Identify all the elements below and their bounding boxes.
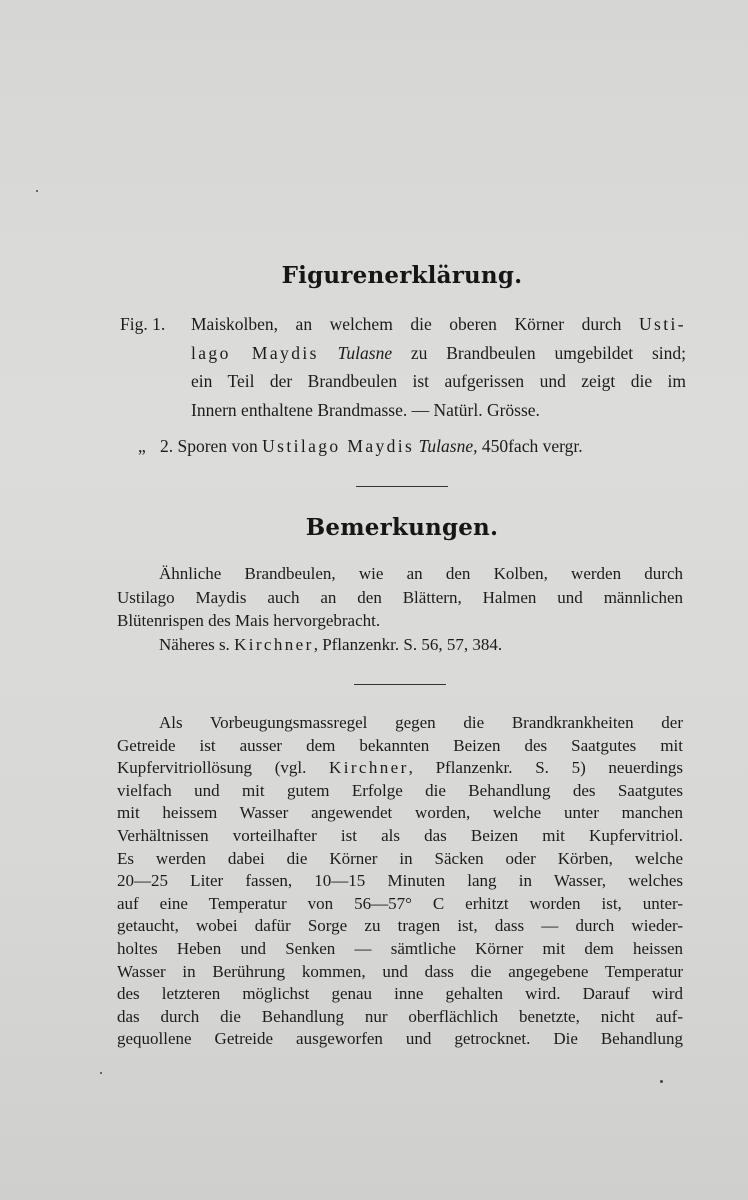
main-line: 20—25 Liter fassen, 10—15 Minuten lang in Wasser, welches: [117, 871, 683, 891]
main-line: getaucht, wobei dafür Sorge zu tragen ist, dass — durch wieder-: [117, 916, 683, 936]
fig1-label: Fig. 1.: [120, 314, 166, 334]
scan-speck: [100, 1072, 102, 1074]
scan-speck: [660, 1080, 663, 1083]
remarks-paragraph: [117, 562, 683, 656]
fig2-ditto-mark: „: [138, 436, 146, 456]
figure-legend-title: Figurenerklärung.: [281, 262, 523, 289]
main-line: Kupfervitriollösung (vgl. Kirchner, Pflanzenkr. S. 5) neuerdings: [117, 758, 684, 778]
main-paragraph: [117, 712, 683, 1051]
main-line: holtes Heben und Senken — sämtliche Körner mit dem heissen: [117, 938, 683, 958]
scan-speck: [36, 190, 38, 192]
main-line: Wasser in Berührung kommen, und dass die angegebene Temperatur: [117, 961, 683, 981]
remarks-line-1: Ähnliche Brandbeulen, wie an den Kolben, werden durch: [159, 564, 683, 583]
remarks-reference: Näheres s. Kirchner, Pflanzenkr. S. 56, 57, 384.: [159, 634, 503, 654]
main-line: Verhältnissen vorteilhafter ist als das Beizen mit Kupfervitriol.: [117, 825, 683, 845]
remarks-line-3: Blütenrispen des Mais hervorgebracht.: [117, 611, 381, 630]
main-line: das durch die Behandlung nur oberflächlich benetzte, nicht auf-: [117, 1006, 683, 1026]
main-line: mit heissem Wasser angewendet worden, welche unter manchen: [117, 803, 683, 823]
main-line: auf eine Temperatur von 56—57° C erhitzt worden ist, unter-: [117, 893, 683, 913]
main-line: Es werden dabei die Körner in Säcken oder Körben, welche: [117, 848, 683, 868]
main-line: vielfach und mit gutem Erfolge die Behandlung des Saatgutes: [117, 780, 683, 800]
main-line: des letzteren möglichst genau inne gehalten wird. Darauf wird: [117, 984, 683, 1004]
fig2-caption: 2. Sporen von Ustilago Maydis Tulasne, 450fach vergr.: [160, 436, 583, 456]
main-line: gequollene Getreide ausgeworfen und getrocknet. Die Behandlung: [117, 1029, 683, 1049]
fig1-caption: [191, 310, 686, 424]
fig1-line-3: ein Teil der Brandbeulen ist aufgerissen und zeigt die im: [191, 371, 686, 391]
fig1-line-2: lago Maydis Tulasne zu Brandbeulen umgebildet sind;: [191, 342, 687, 363]
remarks-title: Bemerkungen.: [305, 514, 499, 541]
remarks-line-2: Ustilago Maydis auch an den Blättern, Halmen und männlichen: [117, 587, 683, 607]
section-divider: [354, 684, 446, 685]
fig1-line-4: Innern enthaltene Brandmasse. — Natürl. Grösse.: [191, 399, 540, 420]
fig1-line-1: Maiskolben, an welchem die oberen Körner durch Usti-: [191, 314, 686, 334]
section-divider: [356, 486, 448, 487]
main-line: Getreide ist ausser dem bekannten Beizen des Saatgutes mit: [117, 735, 683, 755]
main-line: Als Vorbeugungsmassregel gegen die Brandkrankheiten der: [159, 713, 683, 732]
